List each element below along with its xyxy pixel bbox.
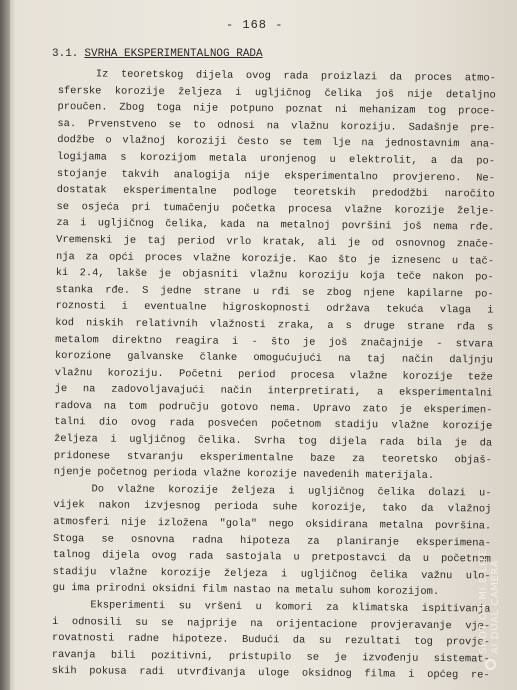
text-line: Eksperimenti su vršeni u komori za klimatska ispitivanja [90,599,491,616]
book-binding-shadow [0,0,10,690]
text-line: njenje početnog perioda vlažne korozije navedenih materijala. [53,466,435,483]
text-line: gu ima prirodni oksidni film nastao na metalu suhom korozijom. [52,582,440,599]
text-line: korozione galvanske članke omogućujući na taj način daljnju [54,350,494,367]
text-line: nja za opći proces vlažne korozije. Kao što je iznesenc u tač- [55,250,495,268]
watermark-line-2: AI DUAL CAMERA [490,559,501,654]
text-line: i odnosili su se najprije na orijentacione provjeravanje vje- [52,615,491,633]
text-line: pridonese stvaranju eksperimentalne baze za teoretsko objaš- [53,449,492,467]
text-line: stadiju vlažne korozije željeza i ugljičnog čelika važnu ulo- [52,565,491,583]
text-line: dodžbe o vlažnoj koroziji često se tem lje na jednostavnim ana- [57,134,496,151]
text-line: talnog dijela ovog rada sastojala u pretpostavci da u početnom [52,549,491,566]
text-line: dostatak eksperimentalne podloge teoretskih predodžbi naročito [56,184,495,201]
text-line: se osjeća pri tumačenju početka procesa vlažne korozije želje- [56,200,495,218]
watermark-line-1: SHOT ON MI 8 LITE [478,549,489,654]
text-line: sferske korozije željeza i ugljičnog čelika još nije detaljno [57,84,496,102]
text-line: Stoga se osnovna radna hipoteza za planiranje eksperimena- [52,532,492,550]
text-line: rovatnosti radne hipoteze. Budući da su rezultati tog provje- [51,632,491,649]
text-line: Do vlažne korozije željeza i ugljičnog čelika dolazi u- [91,483,492,500]
text-line: atmosferi nije izložena "gola" nego oksidirana metalna površina. [53,516,492,533]
text-line: kod niskih relativnih vlažnosti zraka, a s druge strane rđa s [55,316,494,334]
section-number: 3.1. [52,48,79,60]
text-line: Iz teoretskog dijela ovog rada proizlazi da proces atmo- [95,68,496,85]
text-line: metalom direktno reagira i - što je još značajnije - stvara [55,333,494,351]
text-line: proučen. Zbog toga nije potpuno poznat ni mehanizam tog proce- [57,101,496,118]
watermark-text [478,549,502,654]
text-line: skih pokusa radi utvrđivanja uloge oksidnog filma i općeg re- [51,665,490,682]
text-line: sa. Prvenstveno se to odnosi na vlažnu koroziju. Sadašnje pre- [57,117,496,135]
text-line: roznosti i eventualne higroskopnosti održava tekuća vlaga i [55,300,494,317]
section-title: SVRHA EKSPERIMENTALNOG RADA [84,48,263,60]
text-line: ki 2.4, lakše je objasniti vlažnu koroziju koja teče nakon po- [55,267,494,284]
text-line: logijama s korozijom metala uronjenog u elektrolit, a da po- [56,150,496,168]
text-line: vijek nakon izvjesnog perioda suhe korozije, tako da vlažnoj [53,499,492,516]
text-body [52,66,496,685]
text-line: vlažnu koroziju. Početni period procesa vlažne korozije teže [54,366,493,384]
page-number: - 168 - [226,18,284,32]
text-line: stanka rđe. S jedne strane u rđi se zbog njene kapilarne po- [55,283,494,301]
camera-ring-icon [485,659,496,670]
text-line: Vremenski je taj period vrlo kratak, ali je od osnovnog znače- [56,233,495,251]
text-line: je na zadovoljavajući način interpretirati, a eksperimentalni [54,383,493,400]
section-heading [52,48,263,60]
text-line: stojanje takvih analogija nije eksperimentalno provjereno. Ne- [56,167,495,185]
text-line: radova na tom području gotovo nema. Upravo zato je eksperimen- [54,399,493,417]
text-line: željeza i ugljičnog čelika. Svrha tog dijela rada bila je da [54,433,493,450]
text-line: ravanja bili pozitivni, pristupilo se je izvođenju sistemat- [51,648,490,666]
camera-watermark [478,549,502,670]
text-line: za i ugljičnog čelika, kada na metalnoj površini još nema rđe. [56,217,495,234]
text-line: talni dio ovog rada posvećen početnom stadiju vlažne korozije [54,416,493,434]
